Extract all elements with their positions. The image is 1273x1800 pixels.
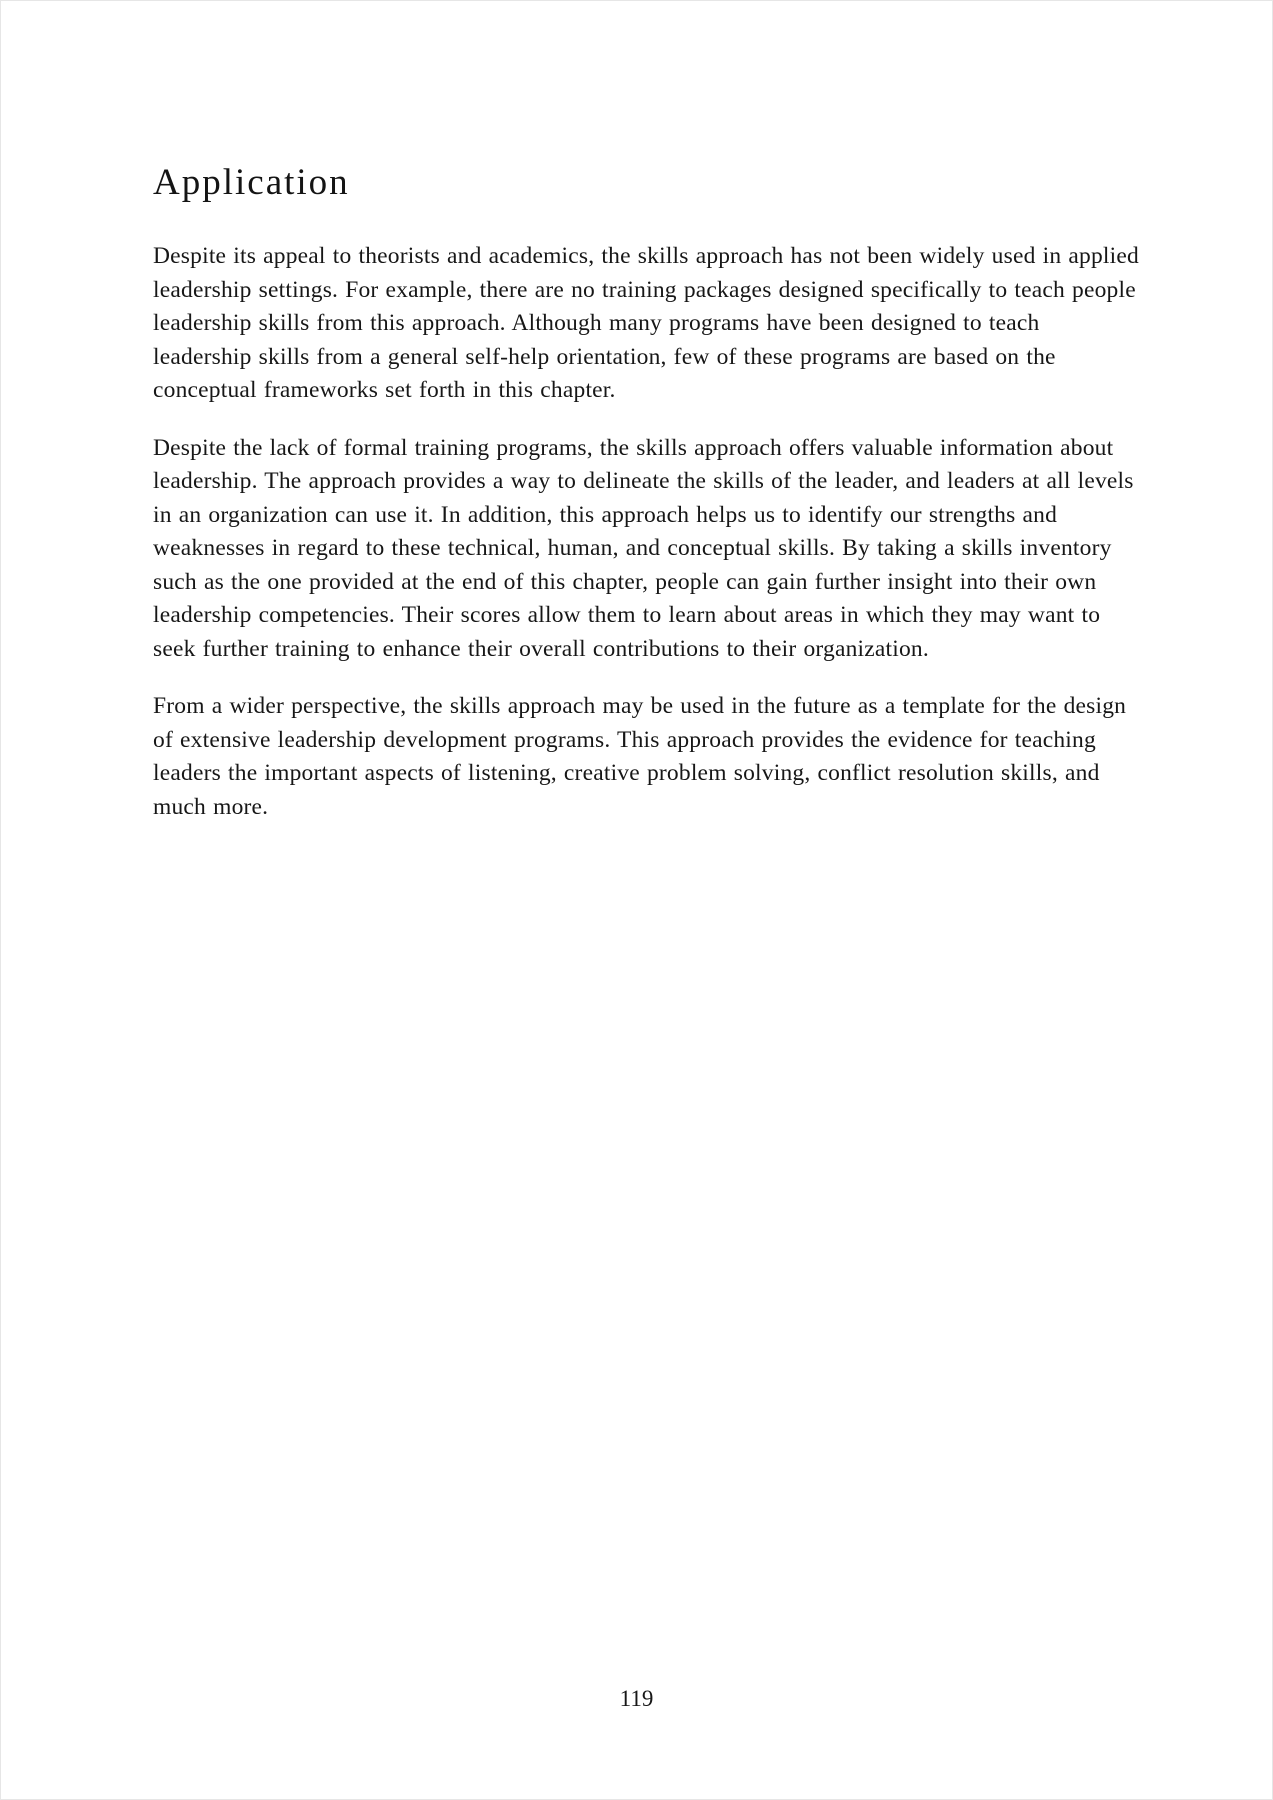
section-heading: Application bbox=[153, 162, 350, 203]
paragraph-2: Despite the lack of formal training programs, the skills approach offers valuable information about leadership. The approach provides a way to delineate the skills of the leader, and leaders at all levels in an organization can use it. In addition, this approach helps us to identify our strengths and weaknesses in regard to these technical, human, and conceptual skills. By taking a skills inventory such as the one provided at the end of this chapter, people can gain further insight into their own leadership competencies. Their scores allow them to learn about areas in which they may want to seek further training to enhance their overall contributions to their organization. bbox=[153, 434, 1134, 662]
paragraph-1: Despite its appeal to theorists and academics, the skills approach has not been widely used in applied leadership settings. For example, there are no training packages designed specifically to teach people leadership skills from this approach. Although many programs have been designed to teach leadership skills from a general self-help orientation, few of these programs are based on the conceptual frameworks set forth in this chapter. bbox=[153, 243, 1139, 403]
page-number: 119 bbox=[619, 1686, 654, 1711]
page-content bbox=[153, 161, 1145, 848]
body-text bbox=[153, 240, 1145, 824]
paragraph-3: From a wider perspective, the skills approach may be used in the future as a template for the design of extensive leadership development programs. This approach provides the evidence for teaching leaders the important aspects of listening, creative problem solving, conflict resolution skills, and much more. bbox=[153, 693, 1127, 820]
